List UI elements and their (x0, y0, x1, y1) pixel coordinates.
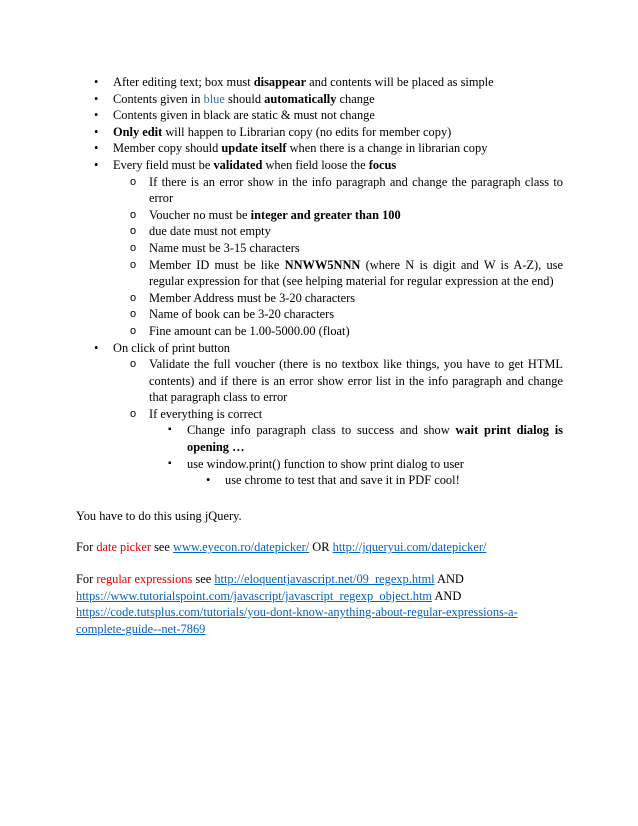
list-item: o Member Address must be 3-20 characters (130, 290, 356, 305)
eloquentjs-regexp-link[interactable]: http://eloquentjavascript.net/09_regexp.html (214, 572, 435, 586)
circle-bullet-icon: o (130, 358, 137, 371)
list-item: • Contents given in blue should automatically change (94, 91, 375, 106)
bullet-icon: • (94, 91, 99, 106)
list-item: o Validate the full voucher (there is no textbox like things, you have to get HTML contents) and if there is an error show error list in the info paragraph and change that paragraph class to error (130, 357, 563, 405)
list-item: o due date must not empty (130, 224, 271, 239)
print-sublist (130, 356, 563, 489)
list-item: • On click of print button o Validate the full voucher (there is no textbox like things, you have to get HTML contents) and if there is an error show error list in the info paragraph and change that paragraph class to error o If everything is correct ▪ Change info paragraph class to success and show wait print dialog is opening … ▪ use window.print() function to show print dialog to user • use chrome to test that and save it in PDF cool! (94, 340, 563, 488)
bullet-icon: • (206, 473, 211, 488)
bullet-icon: • (94, 141, 99, 156)
chrome-sublist (206, 472, 563, 489)
tutorialspoint-regexp-link[interactable]: https://www.tutorialspoint.com/javascript/javascript_regexp_object.htm (76, 588, 433, 603)
circle-bullet-icon: o (130, 308, 137, 321)
list-item: ▪ use window.print() function to show print dialog to user • use chrome to test that and save it in PDF cool! (187, 456, 563, 489)
red-word: date picker (96, 540, 152, 554)
validation-sublist (130, 174, 563, 340)
circle-bullet-icon: o (130, 175, 137, 188)
eyecon-datepicker-link[interactable]: www.eyecon.ro/datepicker/ (173, 540, 310, 554)
list-item: • Contents given in black are static & must not change (94, 108, 375, 123)
regex-paragraph: For regular expressions see http://eloquentjavascript.net/09_regexp.html AND https://www.tutorialspoint.com/javascript/javascript_regexp_object.htm AND (76, 572, 464, 603)
list-item: o If everything is correct ▪ Change info paragraph class to success and show wait print dialog is opening … ▪ use window.print() function to show print dialog to user • use chrome to test that and save it in PDF cool! (130, 406, 563, 488)
list-item: • Only edit will happen to Librarian copy (no edits for member copy) (94, 124, 452, 139)
circle-bullet-icon: o (130, 324, 137, 337)
square-bullet-icon: ▪ (168, 457, 172, 469)
bullet-icon: • (94, 340, 99, 355)
list-item: ▪ Change info paragraph class to success and show wait print dialog is opening … (168, 423, 563, 455)
list-item: o Voucher no must be integer and greater than 100 (130, 207, 401, 222)
tutsplus-paragraph (76, 604, 556, 637)
bullet-icon: • (94, 124, 99, 139)
circle-bullet-icon: o (130, 208, 137, 221)
circle-bullet-icon: o (130, 407, 137, 420)
list-item: o Member ID must be like NNWW5NNN (where N is digit and W is A-Z), use regular expression for that (see helping material for regular expression at the end) (130, 257, 563, 289)
requirements-list (94, 74, 563, 489)
correct-sublist (168, 422, 563, 488)
list-item: • use chrome to test that and save it in PDF cool! (206, 473, 460, 488)
jquery-paragraph: You have to do this using jQuery. (76, 509, 242, 523)
circle-bullet-icon: o (130, 241, 137, 254)
blue-word: blue (203, 91, 225, 106)
list-item: o Name must be 3-15 characters (130, 240, 300, 255)
bullet-icon: • (94, 75, 99, 89)
list-item: • Member copy should update itself when there is a change in librarian copy (94, 141, 488, 156)
bullet-icon: • (94, 157, 99, 172)
red-word: regular expressions (96, 572, 193, 586)
list-item: o Name of book can be 3-20 characters (130, 307, 335, 322)
list-item: • After editing text; box must disappear and contents will be placed as simple (94, 75, 494, 89)
list-item: o Fine amount can be 1.00-5000.00 (float) (130, 323, 350, 338)
datepicker-paragraph: For date picker see www.eyecon.ro/datepicker/ OR http://jqueryui.com/datepicker/ (76, 540, 487, 554)
bullet-icon: • (94, 108, 99, 123)
circle-bullet-icon: o (130, 258, 137, 271)
jqueryui-datepicker-link[interactable]: http://jqueryui.com/datepicker/ (332, 540, 487, 554)
tutsplus-regex-link[interactable]: https://code.tutsplus.com/tutorials/you-dont-know-anything-about-regular-expressions-a-complete-guide--net-7869 (76, 605, 518, 636)
list-item: • Every field must be validated when field loose the focus o If there is an error show in the info paragraph and change the paragraph class to error o Voucher no must be integer and greater than 100 o due date must not empty o Name must be 3-15 characters o Member ID must be like NNWW5NNN (where N is digit and W is A-Z), use regular expression for that (see helping material for regular expression at the end) o Member Address must be 3-20 characters o Name of book can be 3-20 characters o Fine amount can be 1.00-5000.00 (float) (94, 157, 563, 338)
square-bullet-icon: ▪ (168, 424, 172, 436)
list-item: o If there is an error show in the info paragraph and change the paragraph class to error (130, 174, 563, 206)
circle-bullet-icon: o (130, 225, 137, 238)
circle-bullet-icon: o (130, 291, 137, 304)
